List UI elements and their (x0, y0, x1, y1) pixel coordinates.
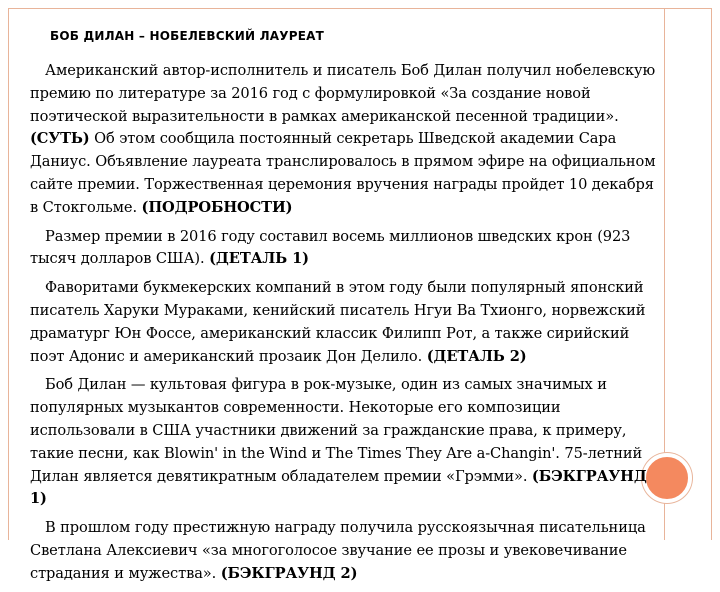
paragraph-tag: (БЭКГРАУНД 1) (30, 467, 647, 508)
paragraph-tag: (СУТЬ) (30, 130, 90, 148)
paragraph-text: Размер премии в 2016 году составил восемь миллионов шведских крон (923 тысяч долларов США). (30, 227, 631, 268)
slide-body (30, 60, 662, 592)
paragraph-text: Фаворитами букмекерских компаний в этом году были популярный японский писатель Харуки Мураками, кенийский писатель Нгуи Ва Тхионго, норвежский драматург Юн Фоссе, американский классик Филипп Рот, а также сирийский поэт Адонис и американский прозаик Дон Делило. (30, 279, 646, 365)
paragraph-text: Американский автор-исполнитель и писатель Боб Дилан получил нобелевскую премию по литературе за 2016 год с формулировкой «За создание новой поэтической выразительности в рамках американской песенной традиции». (30, 62, 656, 125)
paragraph-4 (30, 374, 662, 511)
paragraph-2 (30, 226, 662, 272)
paragraph-text: Об этом сообщила постоянный секретарь Шведской академии Сара Даниус. Объявление лауреата транслировалось в прямом эфире на официальном сайте премии. Торжественная церемония вручения награды пройдет 10 декабря в Стокгольме. (30, 130, 656, 216)
slide-title: БОБ ДИЛАН – НОБЕЛЕВСКИЙ ЛАУРЕАТ (50, 29, 325, 43)
paragraph-1 (30, 60, 662, 220)
paragraph-3 (30, 277, 662, 368)
paragraph-5 (30, 517, 662, 585)
paragraph-tag: (ПОДРОБНОСТИ) (141, 198, 293, 216)
paragraph-tag: (ДЕТАЛЬ 2) (426, 347, 527, 365)
paragraph-tag: (БЭКГРАУНД 2) (220, 564, 358, 582)
paragraph-tag: (ДЕТАЛЬ 1) (209, 250, 309, 268)
paragraph-text: В прошлом году престижную награду получила русскоязычная писательница Светлана Алексиевич «за многоголосое звучание ее прозы и увековечивание страдания и мужества». (30, 519, 646, 582)
paragraph-text: Боб Дилан — культовая фигура в рок-музыке, один из самых значимых и популярных музыкантов современности. Некоторые его композиции использовали в США участники движений за гражданские права, к примеру, такие песни, как Blowin' in the Wind и The Times They Are a-Changin'. 75-летний Дилан является девятикратным обладателем премии «Грэмми». (30, 376, 643, 485)
